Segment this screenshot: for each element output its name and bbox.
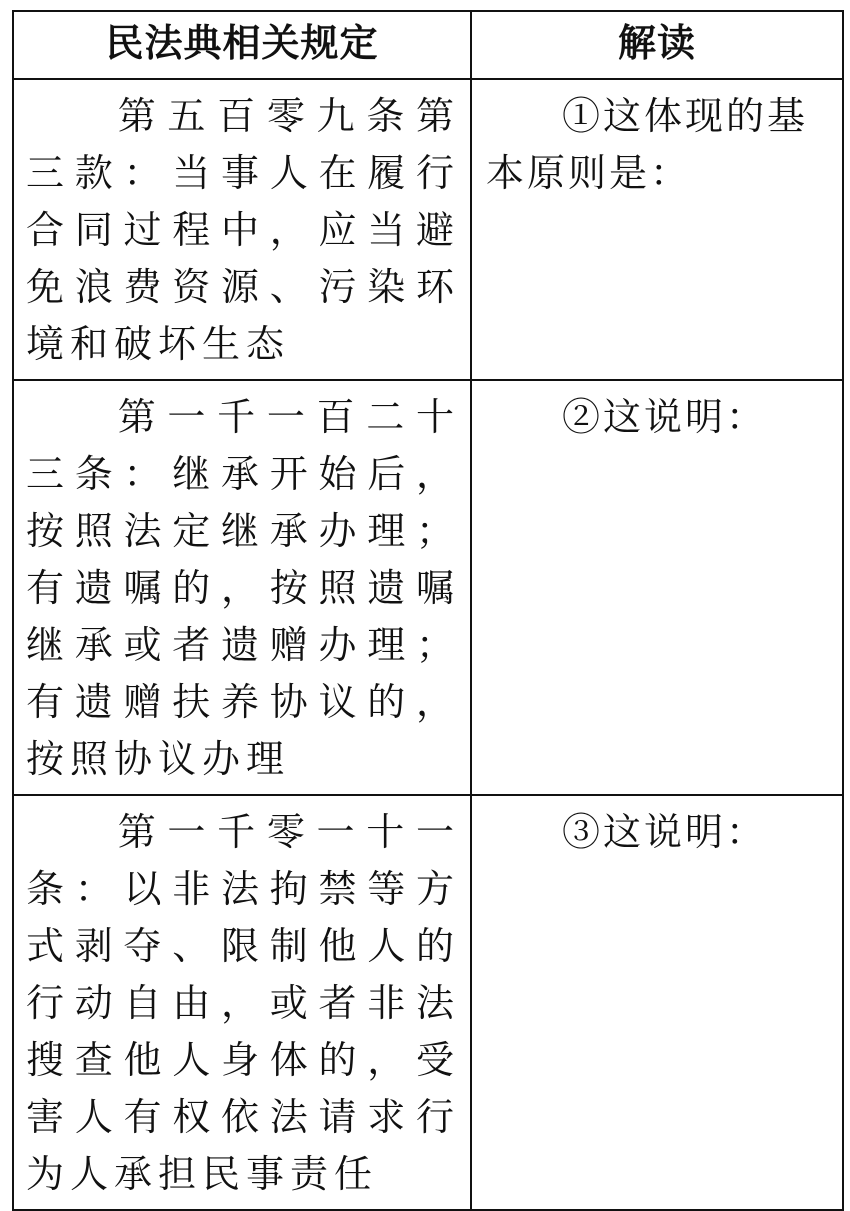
header-interpretation: 解读 bbox=[471, 11, 843, 79]
interpretation-cell bbox=[471, 79, 843, 380]
provision-cell bbox=[13, 380, 471, 795]
provision-text: 第一千零一十一条：以非法拘禁等方式剥夺、限制他人的行动自由，或者非法搜查他人身体的，受害人有权依法请求行为人承担民事责任 bbox=[26, 810, 460, 1196]
law-interpretation-sheet bbox=[12, 10, 842, 1196]
table-header-row bbox=[13, 11, 843, 79]
header-provision: 民法典相关规定 bbox=[13, 11, 471, 79]
table-row bbox=[13, 795, 843, 1210]
provision-cell bbox=[13, 795, 471, 1210]
interpretation-text: ②这说明： bbox=[562, 395, 768, 439]
interpretation-text: ①这体现的基本原则是： bbox=[486, 94, 809, 195]
interpretation-text: ③这说明： bbox=[562, 810, 768, 854]
civil-code-table bbox=[12, 10, 844, 1211]
table-row bbox=[13, 380, 843, 795]
interpretation-cell bbox=[471, 380, 843, 795]
table-row bbox=[13, 79, 843, 380]
provision-text: 第一千一百二十三条：继承开始后，按照法定继承办理；有遗嘱的，按照遗嘱继承或者遗赠办理；有遗赠扶养协议的，按照协议办理 bbox=[26, 395, 460, 781]
provision-text: 第五百零九条第三款：当事人在履行合同过程中，应当避免浪费资源、污染环境和破坏生态 bbox=[26, 94, 460, 366]
interpretation-cell bbox=[471, 795, 843, 1210]
provision-cell bbox=[13, 79, 471, 380]
